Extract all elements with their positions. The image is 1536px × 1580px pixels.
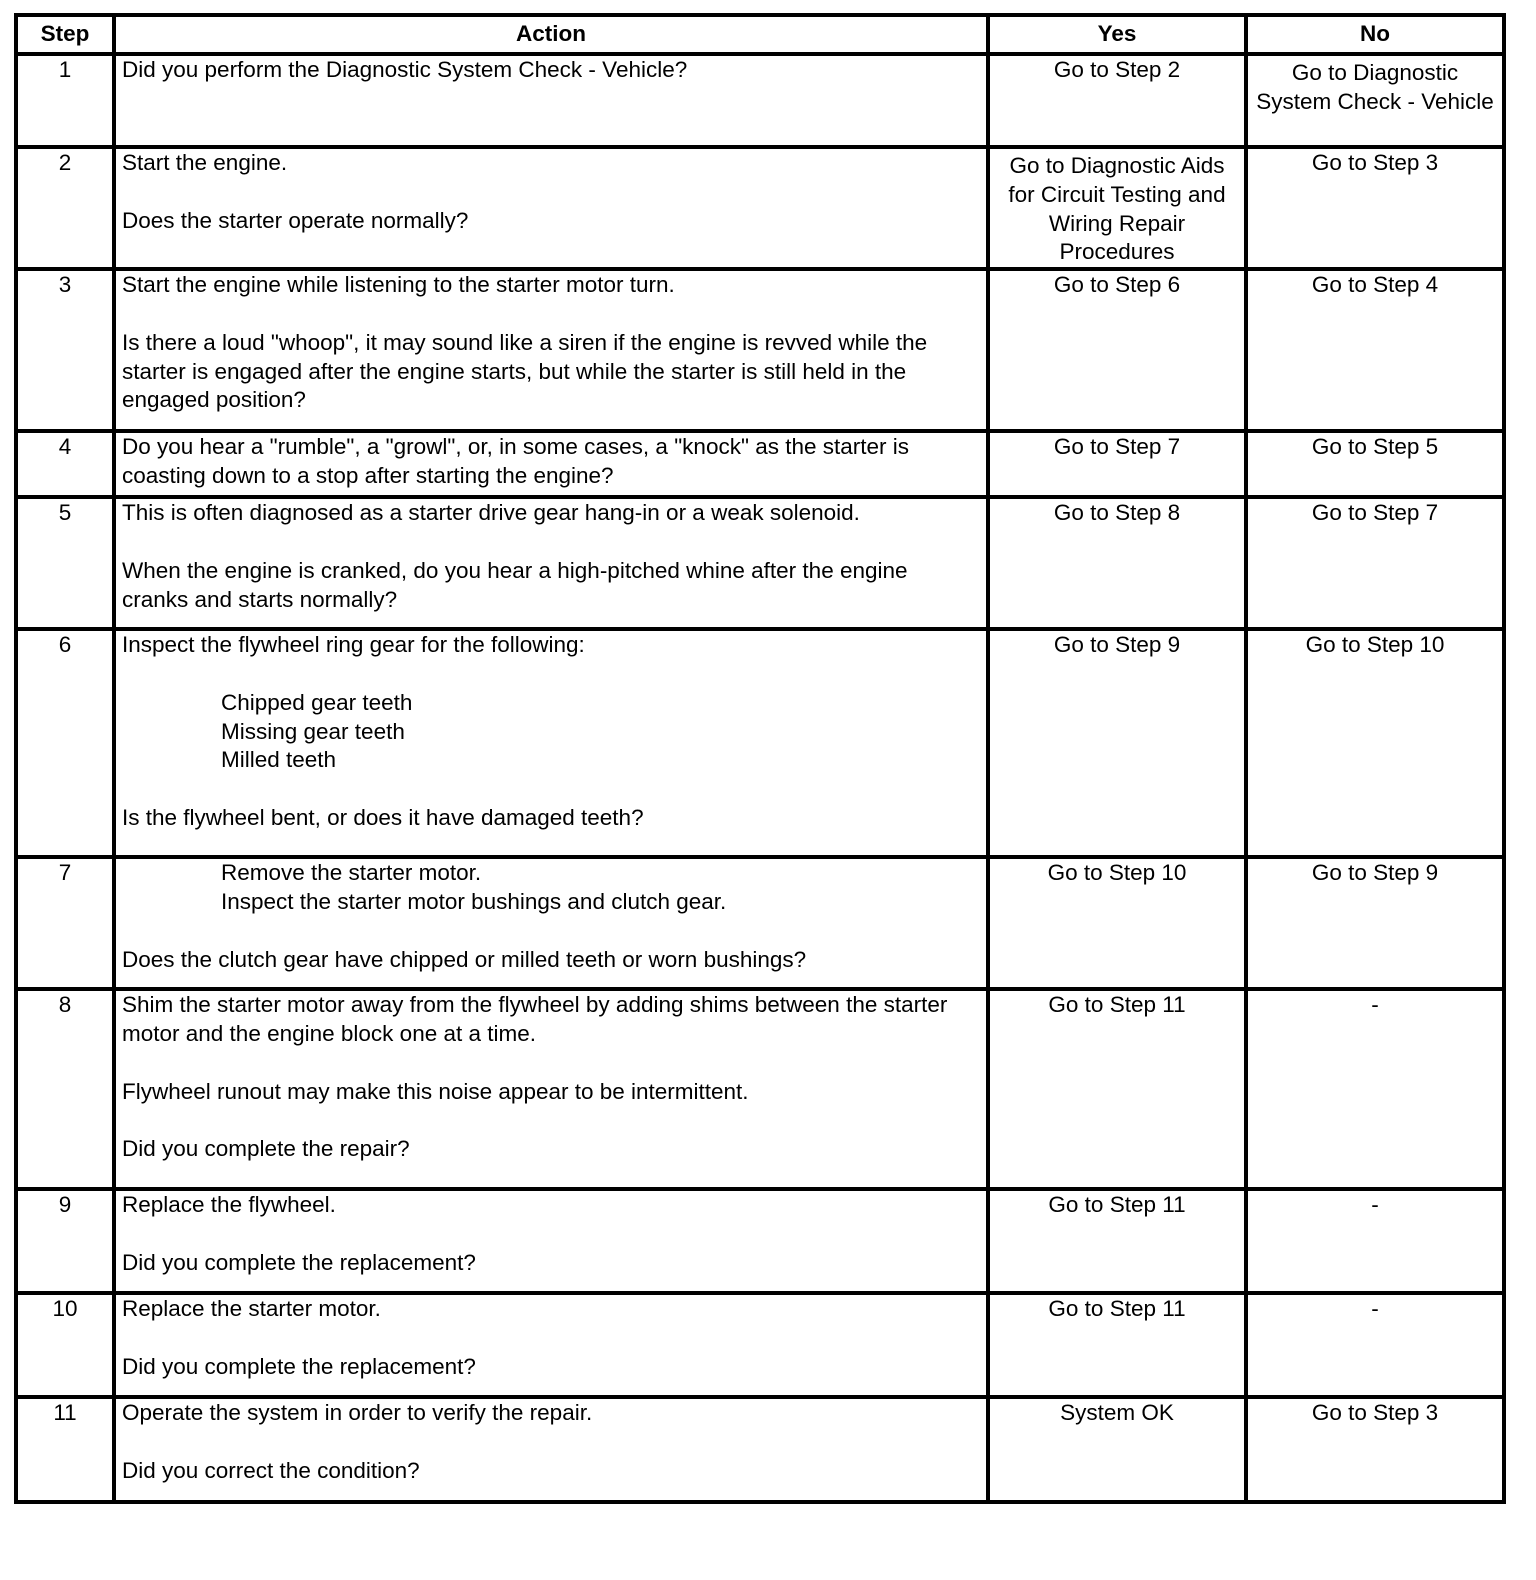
no-result-cell xyxy=(1246,431,1504,497)
yes-result-cell xyxy=(988,1293,1246,1397)
table-row xyxy=(16,1189,1504,1293)
yes-result-text: Go to Step 11 xyxy=(1048,1192,1186,1218)
paragraph-spacer xyxy=(122,1428,980,1457)
yes-result-cell xyxy=(988,989,1246,1189)
paragraph-spacer xyxy=(122,660,980,689)
step-number: 2 xyxy=(16,147,114,269)
step-number: 8 xyxy=(16,989,114,1189)
paragraph-spacer xyxy=(122,775,980,804)
no-result-text: Go to Step 9 xyxy=(1311,860,1439,886)
yes-result-text: Go to Step 11 xyxy=(1048,1296,1186,1322)
action-paragraph: Did you complete the replacement? xyxy=(122,1249,476,1275)
paragraph-spacer xyxy=(122,300,980,329)
no-result-cell xyxy=(1246,857,1504,989)
no-result-cell xyxy=(1246,269,1504,431)
no-result-cell xyxy=(1246,54,1504,147)
table-row xyxy=(16,431,1504,497)
paragraph-spacer xyxy=(122,528,980,557)
table-row xyxy=(16,147,1504,269)
table-row xyxy=(16,1397,1504,1502)
step-number: 5 xyxy=(16,497,114,629)
action-paragraph: Inspect the flywheel ring gear for the following: xyxy=(122,632,585,658)
no-result-cell xyxy=(1246,1293,1504,1397)
no-result-cell xyxy=(1246,1397,1504,1502)
action-list-item: Inspect the starter motor bushings and clutch gear. xyxy=(221,888,727,914)
action-cell xyxy=(114,1189,988,1293)
paragraph-spacer xyxy=(122,1049,980,1078)
table-row xyxy=(16,1293,1504,1397)
action-cell xyxy=(114,1397,988,1502)
no-result-text: Go to Step 7 xyxy=(1311,500,1439,526)
action-cell xyxy=(114,269,988,431)
no-result-text: Go to Step 10 xyxy=(1305,632,1445,658)
step-number: 6 xyxy=(16,629,114,857)
yes-result-cell xyxy=(988,1189,1246,1293)
step-number: 3 xyxy=(16,269,114,431)
no-result-cell xyxy=(1246,629,1504,857)
action-paragraph: Did you correct the condition? xyxy=(122,1457,420,1483)
no-result-text: Go to Step 5 xyxy=(1311,434,1439,460)
action-paragraph: This is often diagnosed as a starter drive gear hang-in or a weak solenoid. xyxy=(122,500,860,526)
action-paragraph: Start the engine while listening to the starter motor turn. xyxy=(122,272,675,298)
yes-result-text: Go to Step 2 xyxy=(1053,57,1181,82)
action-cell xyxy=(114,431,988,497)
yes-result-text: Go to Diagnostic Aids for Circuit Testing and Wiring Repair Procedures xyxy=(1008,153,1226,265)
action-paragraph: Does the clutch gear have chipped or milled teeth or worn bushings? xyxy=(122,946,807,972)
header-action: Action xyxy=(114,15,988,54)
no-result-text: Go to Diagnostic System Check - Vehicle xyxy=(1256,60,1494,114)
no-result-cell xyxy=(1246,147,1504,269)
paragraph-spacer xyxy=(122,917,980,946)
header-yes: Yes xyxy=(988,15,1246,54)
action-paragraph: Shim the starter motor away from the flywheel by adding shims between the starter motor and the engine block one at a time. xyxy=(122,992,948,1046)
yes-result-text: Go to Step 6 xyxy=(1053,272,1181,298)
yes-result-text: Go to Step 10 xyxy=(1047,860,1187,886)
no-result-text: - xyxy=(1371,1192,1379,1218)
yes-result-text: Go to Step 9 xyxy=(1053,632,1181,658)
action-cell xyxy=(114,629,988,857)
yes-result-cell xyxy=(988,1397,1246,1502)
paragraph-spacer xyxy=(122,1324,980,1353)
table-row xyxy=(16,989,1504,1189)
no-result-text: Go to Step 4 xyxy=(1311,272,1439,298)
action-cell xyxy=(114,857,988,989)
yes-result-cell xyxy=(988,431,1246,497)
yes-result-cell xyxy=(988,269,1246,431)
step-number: 11 xyxy=(16,1397,114,1502)
action-paragraph: Replace the flywheel. xyxy=(122,1192,336,1218)
action-cell xyxy=(114,54,988,147)
no-result-text: Go to Step 3 xyxy=(1311,150,1439,175)
yes-result-text: Go to Step 8 xyxy=(1053,500,1181,526)
yes-result-cell xyxy=(988,147,1246,269)
action-paragraph: Did you complete the repair? xyxy=(122,1136,410,1162)
action-cell xyxy=(114,1293,988,1397)
yes-result-cell xyxy=(988,857,1246,989)
action-paragraph: Did you complete the replacement? xyxy=(122,1353,476,1379)
no-result-text: - xyxy=(1371,992,1379,1018)
yes-result-cell xyxy=(988,54,1246,147)
action-paragraph: Did you perform the Diagnostic System Check - Vehicle? xyxy=(122,57,688,82)
table-row xyxy=(16,269,1504,431)
no-result-text: Go to Step 3 xyxy=(1311,1400,1439,1426)
step-number: 1 xyxy=(16,54,114,147)
yes-result-cell xyxy=(988,629,1246,857)
action-list-item: Missing gear teeth xyxy=(221,718,405,744)
header-no: No xyxy=(1246,15,1504,54)
no-result-text: - xyxy=(1371,1296,1379,1322)
action-paragraph: Do you hear a "rumble", a "growl", or, in some cases, a "knock" as the starter is coasting down to a stop after starting the engine? xyxy=(122,434,910,488)
table-row xyxy=(16,54,1504,147)
yes-result-text: Go to Step 7 xyxy=(1053,434,1181,460)
yes-result-text: Go to Step 11 xyxy=(1048,992,1186,1018)
paragraph-spacer xyxy=(122,1220,980,1249)
yes-result-text: System OK xyxy=(1060,1400,1174,1426)
step-number: 7 xyxy=(16,857,114,989)
action-list-item: Remove the starter motor. xyxy=(221,860,482,886)
action-cell xyxy=(114,989,988,1189)
action-paragraph: When the engine is cranked, do you hear a high-pitched whine after the engine cranks and starts normally? xyxy=(122,557,908,612)
paragraph-spacer xyxy=(122,1106,980,1135)
step-number: 4 xyxy=(16,431,114,497)
action-cell xyxy=(114,147,988,269)
no-result-cell xyxy=(1246,989,1504,1189)
action-paragraph: Does the starter operate normally? xyxy=(122,207,469,233)
header-step: Step xyxy=(16,15,114,54)
action-list-item: Chipped gear teeth xyxy=(221,689,413,715)
action-paragraph: Flywheel runout may make this noise appear to be intermittent. xyxy=(122,1078,749,1104)
action-paragraph: Is the flywheel bent, or does it have damaged teeth? xyxy=(122,804,644,830)
action-paragraph: Is there a loud "whoop", it may sound like a siren if the engine is revved while the starter is engaged after the engine starts, but while the starter is still held in the engaged position? xyxy=(122,329,928,413)
action-cell xyxy=(114,497,988,629)
table-body xyxy=(16,54,1504,1502)
action-paragraph: Start the engine. xyxy=(122,150,288,175)
no-result-cell xyxy=(1246,497,1504,629)
table-row xyxy=(16,497,1504,629)
paragraph-spacer xyxy=(122,178,980,207)
action-paragraph: Operate the system in order to verify the repair. xyxy=(122,1400,593,1426)
action-paragraph: Replace the starter motor. xyxy=(122,1296,381,1322)
header-row xyxy=(16,15,1504,54)
step-number: 9 xyxy=(16,1189,114,1293)
diagnostic-table xyxy=(14,13,1506,1504)
action-list-item: Milled teeth xyxy=(221,747,337,773)
table-row xyxy=(16,857,1504,989)
step-number: 10 xyxy=(16,1293,114,1397)
no-result-cell xyxy=(1246,1189,1504,1293)
table-row xyxy=(16,629,1504,857)
yes-result-cell xyxy=(988,497,1246,629)
